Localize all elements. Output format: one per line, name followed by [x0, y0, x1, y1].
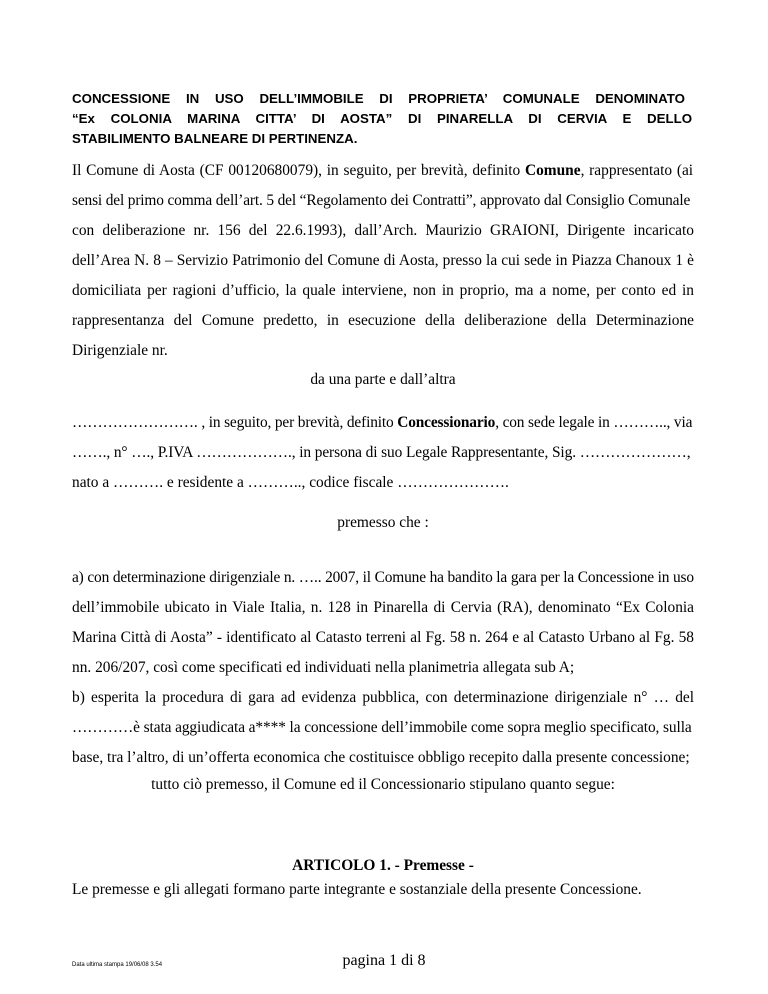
- document-title: [72, 89, 694, 149]
- stipulation-text: tutto ciò premesso, il Comune ed il Concessionario stipulano quanto segue:: [151, 776, 615, 793]
- article-1-heading: ARTICOLO 1. - Premesse -: [292, 857, 474, 874]
- intro-line: dell’Area N. 8 – Servizio Patrimonio del Comune di Aosta, presso la cui sede in Piazza Chanoux 1 è: [72, 252, 694, 269]
- between-parties: da una parte e dall’altra: [310, 371, 456, 388]
- intro-line: rappresentanza del Comune predetto, in esecuzione della deliberazione della Determinazione: [72, 312, 694, 329]
- intro-line: Il Comune di Aosta (CF 00120680079), in seguito, per brevità, definito Comune, rappresentato (ai: [72, 162, 694, 179]
- article-1-line: Le premesse e gli allegati formano parte integrante e sostanziale della presente Concessione.: [72, 881, 642, 898]
- premesso-heading: premesso che :: [337, 514, 429, 531]
- title-line-1: CONCESSIONE IN USO DELL’IMMOBILE DI PROPRIETA’ COMUNALE DENOMINATO: [72, 91, 685, 106]
- concessionario-paragraph: [72, 408, 694, 498]
- intro-paragraph: [72, 156, 694, 366]
- page-number: pagina 1 di 8: [342, 952, 426, 969]
- premises-paragraph: [72, 563, 694, 773]
- title-line-3: STABILIMENTO BALNEARE DI PERTINENZA.: [72, 131, 358, 146]
- premise-line: base, tra l’altro, di un’offerta economica che costituisce obbligo recepito dalla presente concessione;: [72, 749, 690, 766]
- premise-line: Marina Città di Aosta” - identificato al Catasto terreni al Fg. 58 n. 264 e al Catasto Urbano al Fg. 58: [72, 629, 694, 646]
- print-date: Data ultima stampa 19/06/08 3.54: [72, 962, 163, 968]
- concessionario-line: nato a ………. e residente a ……….., codice fiscale ………………….: [72, 474, 509, 491]
- intro-line: domiciliata per ragioni d’ufficio, la quale interviene, non in proprio, ma a nome, per conto ed in: [72, 282, 694, 299]
- concessionario-line: ……………………. , in seguito, per brevità, definito Concessionario, con sede legale in ……….., via: [72, 414, 693, 431]
- premise-line: …………è stata aggiudicata a**** la concessione dell’immobile come sopra meglio specificato, sulla: [72, 719, 692, 736]
- premise-line: nn. 206/207, così come specificati ed individuati nella planimetria allegata sub A;: [72, 659, 575, 676]
- title-line-2: “Ex COLONIA MARINA CITTA’ DI AOSTA” DI PINARELLA DI CERVIA E DELLO: [72, 111, 693, 126]
- article-1-text: [72, 875, 694, 905]
- premise-line: dell’immobile ubicato in Viale Italia, n. 128 in Pinarella di Cervia (RA), denominato “Ex Colonia: [72, 599, 694, 616]
- premise-line: a) con determinazione dirigenziale n. ….. 2007, il Comune ha bandito la gara per la Concessione in uso: [72, 569, 694, 586]
- concessionario-term: Concessionario: [397, 414, 496, 431]
- intro-line: con deliberazione nr. 156 del 22.6.1993), dall’Arch. Maurizio GRAIONI, Dirigente incaricato: [72, 222, 694, 239]
- concessionario-line: ……., n° …., P.IVA ………………., in persona di suo Legale Rappresentante, Sig. …………………,: [72, 444, 691, 461]
- intro-line: sensi del primo comma dell’art. 5 del “Regolamento dei Contratti”, approvato dal Consiglio Comunale: [72, 192, 691, 209]
- intro-line: Dirigenziale nr.: [72, 342, 168, 359]
- comune-term: Comune: [524, 162, 581, 179]
- premise-line: b) esperita la procedura di gara ad evidenza pubblica, con determinazione dirigenziale n° … del: [72, 689, 694, 706]
